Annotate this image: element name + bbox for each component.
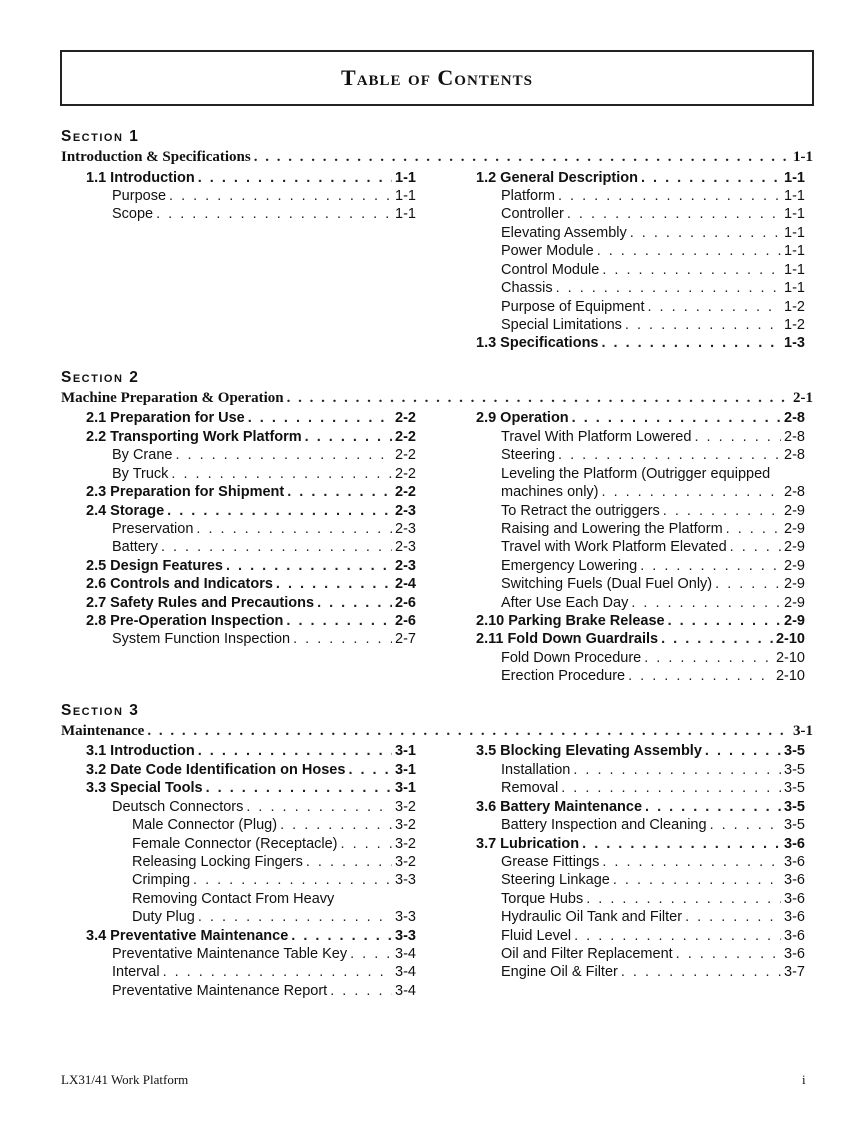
toc-label: Steering	[501, 447, 556, 463]
leader-dots	[602, 853, 781, 871]
leader-dots	[574, 927, 781, 945]
toc-label: Installation	[501, 762, 571, 778]
toc-entry[interactable]	[112, 982, 416, 1000]
toc-page: 2-2	[395, 447, 416, 463]
leader-dots	[169, 187, 392, 205]
leader-dots	[350, 945, 392, 963]
toc-page: 3-1	[395, 780, 416, 796]
footer-title: LX31/41 Work Platform	[61, 1072, 189, 1087]
leader-dots	[628, 667, 773, 685]
toc-page: 1-1	[395, 206, 416, 222]
toc-label: Female Connector (Receptacle)	[132, 836, 338, 852]
toc-entry[interactable]	[501, 761, 805, 779]
toc-entry[interactable]	[501, 908, 805, 926]
toc-entry[interactable]	[112, 538, 416, 556]
section-1-label: Section 1	[61, 128, 140, 145]
toc-label: Travel With Platform Lowered	[501, 429, 692, 445]
toc-page: 3-2	[395, 817, 416, 833]
toc-label: Battery Inspection and Cleaning	[501, 817, 707, 833]
toc-entry[interactable]	[501, 927, 805, 945]
leader-dots	[317, 594, 392, 612]
leader-dots	[586, 890, 781, 908]
toc-entry[interactable]	[476, 612, 805, 630]
toc-label: Hydraulic Oil Tank and Filter	[501, 909, 683, 925]
leader-dots	[730, 538, 781, 556]
toc-page: 1-1	[784, 225, 805, 241]
toc-label: Machine Preparation & Operation	[61, 390, 284, 406]
toc-label: Raising and Lowering the Platform	[501, 521, 723, 537]
section-2-line[interactable]	[61, 390, 813, 407]
leader-dots	[558, 187, 781, 205]
leader-dots	[645, 798, 781, 816]
toc-label: Preventative Maintenance Table Key	[112, 946, 348, 962]
toc-entry[interactable]	[501, 428, 805, 446]
toc-entry[interactable]	[112, 963, 416, 981]
toc-page: 3-6	[784, 854, 805, 870]
toc-page: 2-9	[784, 503, 805, 519]
toc-page: 2-9	[784, 521, 805, 537]
toc-entry[interactable]	[501, 890, 805, 908]
leader-dots	[602, 261, 781, 279]
toc-page: 2-8	[784, 447, 805, 463]
toc-entry[interactable]	[501, 483, 805, 501]
leader-dots	[715, 575, 781, 593]
toc-label: Steering Linkage	[501, 872, 610, 888]
leader-dots	[147, 723, 790, 740]
toc-entry[interactable]	[86, 612, 416, 630]
toc-page: 3-5	[784, 817, 805, 833]
toc-label: Battery	[112, 539, 158, 555]
leader-dots	[198, 169, 392, 187]
toc-entry[interactable]	[86, 428, 416, 446]
leader-dots	[341, 835, 393, 853]
toc-entry[interactable]	[501, 538, 805, 556]
toc-label: Deutsch Connectors	[112, 799, 244, 815]
leader-dots	[572, 409, 781, 427]
toc-label: 2.11 Fold Down Guardrails	[476, 631, 659, 647]
toc-label: Travel with Work Platform Elevated	[501, 539, 727, 555]
toc-entry[interactable]	[132, 816, 416, 834]
leader-dots	[171, 465, 392, 483]
toc-entry[interactable]	[501, 871, 805, 889]
toc-label: 2.7 Safety Rules and Precautions	[86, 595, 315, 611]
leader-dots	[293, 630, 392, 648]
toc-label: Switching Fuels (Dual Fuel Only)	[501, 576, 713, 592]
toc-entry[interactable]	[86, 779, 416, 797]
leader-dots	[248, 409, 392, 427]
toc-label: 1.2 General Description	[476, 170, 638, 186]
leader-dots	[167, 502, 392, 520]
leader-dots	[621, 963, 781, 981]
toc-entry[interactable]	[86, 169, 416, 187]
toc-label: 2.10 Parking Brake Release	[476, 613, 665, 629]
toc-page: 2-10	[775, 650, 805, 666]
toc-entry[interactable]	[476, 334, 805, 352]
toc-label: Preventative Maintenance Report	[112, 983, 328, 999]
leader-dots	[676, 945, 781, 963]
leader-dots	[710, 816, 781, 834]
toc-label: By Truck	[112, 466, 169, 482]
leader-dots	[206, 779, 392, 797]
toc-page: 1-1	[784, 243, 805, 259]
toc-entry[interactable]	[86, 557, 416, 575]
toc-page: 1-1	[395, 170, 416, 186]
toc-page: 2-7	[395, 631, 416, 647]
toc-page: 3-6	[784, 928, 805, 944]
toc-label: Emergency Lowering	[501, 558, 638, 574]
toc-page: 3-1	[395, 743, 416, 759]
toc-page: 3-2	[395, 836, 416, 852]
toc-label: Removal	[501, 780, 559, 796]
toc-page: 2-3	[395, 539, 416, 555]
leader-dots	[198, 908, 392, 926]
toc-page: 1-1	[395, 188, 416, 204]
toc-label: 2.8 Pre-Operation Inspection	[86, 613, 284, 629]
toc-page: 1-2	[784, 299, 805, 315]
toc-entry[interactable]	[501, 242, 805, 260]
toc-label: 2.3 Preparation for Shipment	[86, 484, 285, 500]
toc-label: 2.4 Storage	[86, 503, 165, 519]
leader-dots	[276, 575, 392, 593]
section-3-line[interactable]	[61, 723, 813, 740]
toc-page: 1-1	[784, 280, 805, 296]
toc-entry[interactable]	[501, 649, 805, 667]
leader-dots	[631, 594, 781, 612]
toc-page: 3-4	[395, 983, 416, 999]
toc-entry-text[interactable]: Leveling the Platform (Outrigger equipped	[501, 466, 771, 482]
leader-dots	[726, 520, 781, 538]
toc-label: Oil and Filter Replacement	[501, 946, 673, 962]
toc-page: 2-8	[784, 484, 805, 500]
toc-label: 2.9 Operation	[476, 410, 569, 426]
leader-dots	[226, 557, 392, 575]
toc-entry[interactable]	[501, 667, 805, 685]
toc-page: 3-1	[793, 723, 813, 739]
leader-dots	[567, 205, 781, 223]
toc-label: Controller	[501, 206, 564, 222]
toc-label: Introduction & Specifications	[61, 149, 251, 165]
section-3-label: Section 3	[61, 702, 140, 719]
toc-entry[interactable]	[132, 835, 416, 853]
toc-label: Torque Hubs	[501, 891, 584, 907]
toc-page: 1-1	[784, 170, 805, 186]
toc-page: 3-3	[395, 872, 416, 888]
section-2-label: Section 2	[61, 369, 140, 386]
toc-entry[interactable]	[112, 446, 416, 464]
toc-page: 3-6	[784, 946, 805, 962]
leader-dots	[175, 446, 392, 464]
toc-page: 2-6	[395, 595, 416, 611]
toc-page: 2-2	[395, 410, 416, 426]
toc-entry[interactable]	[501, 779, 805, 797]
toc-label: Engine Oil & Filter	[501, 964, 618, 980]
toc-page: 2-10	[775, 631, 805, 647]
leader-dots	[630, 224, 781, 242]
leader-dots	[661, 630, 773, 648]
toc-label: Fold Down Procedure	[501, 650, 642, 666]
toc-page: 2-2	[395, 429, 416, 445]
toc-entry-text[interactable]: Removing Contact From Heavy	[132, 891, 335, 907]
toc-label: Crimping	[132, 872, 191, 888]
toc-entry[interactable]	[476, 630, 805, 648]
toc-page: 2-3	[395, 503, 416, 519]
toc-entry[interactable]	[501, 316, 805, 334]
toc-entry[interactable]	[501, 575, 805, 593]
toc-entry[interactable]	[86, 761, 416, 779]
leader-dots	[573, 761, 781, 779]
toc-entry[interactable]	[476, 798, 805, 816]
toc-page: 1-3	[784, 335, 805, 351]
toc-entry[interactable]	[86, 409, 416, 427]
toc-entry[interactable]	[501, 261, 805, 279]
toc-label: Erection Procedure	[501, 668, 626, 684]
toc-page: 3-5	[784, 799, 805, 815]
toc-page: 3-5	[784, 743, 805, 759]
toc-entry[interactable]	[501, 502, 805, 520]
leader-dots	[640, 557, 781, 575]
toc-label: Chassis	[501, 280, 553, 296]
toc-entry[interactable]	[86, 594, 416, 612]
toc-label: 3.7 Lubrication	[476, 836, 580, 852]
leader-dots	[348, 761, 392, 779]
toc-label: 3.4 Preventative Maintenance	[86, 928, 289, 944]
toc-entry[interactable]	[86, 575, 416, 593]
toc-label: Fluid Level	[501, 928, 572, 944]
toc-entry[interactable]	[501, 557, 805, 575]
toc-page: 2-2	[395, 484, 416, 500]
leader-dots	[625, 316, 781, 334]
leader-dots	[287, 390, 790, 407]
leader-dots	[561, 779, 781, 797]
toc-page: 3-2	[395, 799, 416, 815]
toc-page: 1-1	[784, 188, 805, 204]
leader-dots	[582, 835, 781, 853]
toc-label: Power Module	[501, 243, 594, 259]
toc-page: 2-3	[395, 558, 416, 574]
toc-page: 2-1	[793, 390, 813, 406]
toc-label: 3.3 Special Tools	[86, 780, 203, 796]
toc-page: 2-9	[784, 576, 805, 592]
section-1-line[interactable]	[61, 149, 813, 166]
toc-page: 3-4	[395, 964, 416, 980]
toc-page: 2-6	[395, 613, 416, 629]
toc-label: 3.2 Date Code Identification on Hoses	[86, 762, 346, 778]
leader-dots	[602, 334, 782, 352]
toc-entry[interactable]	[132, 871, 416, 889]
leader-dots	[286, 612, 392, 630]
toc-page: 1-1	[784, 206, 805, 222]
toc-entry[interactable]	[501, 279, 805, 297]
toc-entry[interactable]	[501, 816, 805, 834]
leader-dots	[597, 242, 781, 260]
toc-label: To Retract the outriggers	[501, 503, 660, 519]
toc-page: 2-9	[784, 558, 805, 574]
toc-page: 3-3	[395, 909, 416, 925]
toc-entry[interactable]	[112, 798, 416, 816]
toc-label: 2.2 Transporting Work Platform	[86, 429, 302, 445]
toc-entry[interactable]	[476, 169, 805, 187]
leader-dots	[306, 853, 392, 871]
leader-dots	[330, 982, 392, 1000]
leader-dots	[558, 446, 781, 464]
toc-label: Special Limitations	[501, 317, 622, 333]
toc-label: Duty Plug	[132, 909, 195, 925]
toc-label: 1.3 Specifications	[476, 335, 599, 351]
toc-page: 2-10	[775, 668, 805, 684]
toc-label: System Function Inspection	[112, 631, 291, 647]
toc-entry[interactable]	[501, 520, 805, 538]
toc-page: 3-1	[395, 762, 416, 778]
toc-page: 3-5	[784, 780, 805, 796]
toc-page: 1-2	[784, 317, 805, 333]
footer-page-number: i	[802, 1072, 806, 1087]
leader-dots	[647, 298, 781, 316]
toc-label: Male Connector (Plug)	[132, 817, 278, 833]
toc-entry[interactable]	[112, 205, 416, 223]
leader-dots	[163, 963, 392, 981]
toc-page: 1-1	[784, 262, 805, 278]
leader-dots	[694, 428, 781, 446]
toc-entry[interactable]	[112, 465, 416, 483]
title-box	[60, 50, 814, 106]
toc-page: 1-1	[793, 149, 813, 165]
toc-entry[interactable]	[86, 483, 416, 501]
toc-entry[interactable]	[501, 446, 805, 464]
leader-dots	[193, 871, 392, 889]
toc-page: 3-6	[784, 872, 805, 888]
leader-dots	[641, 169, 781, 187]
leader-dots	[161, 538, 392, 556]
toc-label: Grease Fittings	[501, 854, 600, 870]
toc-entry[interactable]	[501, 205, 805, 223]
toc-page: 3-3	[395, 928, 416, 944]
toc-page: 3-5	[784, 762, 805, 778]
toc-entry[interactable]	[86, 927, 416, 945]
toc-page: 2-8	[784, 410, 805, 426]
toc-label: 2.1 Preparation for Use	[86, 410, 245, 426]
toc-entry[interactable]	[501, 853, 805, 871]
toc-page: 3-6	[784, 836, 805, 852]
toc-label: 3.6 Battery Maintenance	[476, 799, 643, 815]
toc-entry[interactable]	[501, 945, 805, 963]
toc-page: 3-2	[395, 854, 416, 870]
toc-entry[interactable]	[112, 630, 416, 648]
toc-entry[interactable]	[86, 742, 416, 760]
toc-label: 2.5 Design Features	[86, 558, 223, 574]
toc-page: 3-7	[784, 964, 805, 980]
toc-page: 2-8	[784, 429, 805, 445]
leader-dots	[198, 742, 392, 760]
toc-entry[interactable]	[112, 945, 416, 963]
leader-dots	[156, 205, 392, 223]
leader-dots	[246, 798, 392, 816]
leader-dots	[287, 483, 392, 501]
toc-page: 2-9	[784, 595, 805, 611]
toc-label: Scope	[112, 206, 154, 222]
toc-entry[interactable]	[501, 224, 805, 242]
toc-entry[interactable]	[501, 594, 805, 612]
leader-dots	[196, 520, 392, 538]
toc-label: By Crane	[112, 447, 173, 463]
toc-label: Purpose of Equipment	[501, 299, 645, 315]
leader-dots	[291, 927, 392, 945]
toc-label: Control Module	[501, 262, 600, 278]
toc-page: 3-4	[395, 946, 416, 962]
toc-label: 3.5 Blocking Elevating Assembly	[476, 743, 702, 759]
toc-entry[interactable]	[476, 742, 805, 760]
toc-entry[interactable]	[501, 298, 805, 316]
toc-entry[interactable]	[476, 835, 805, 853]
page-title: Table of Contents	[341, 65, 533, 90]
toc-entry[interactable]	[86, 502, 416, 520]
toc-label: 1.1 Introduction	[86, 170, 195, 186]
leader-dots	[556, 279, 781, 297]
toc-entry[interactable]	[476, 409, 805, 427]
toc-page: 2-2	[395, 466, 416, 482]
leader-dots	[602, 483, 782, 501]
toc-label: After Use Each Day	[501, 595, 629, 611]
toc-page: 2-9	[784, 539, 805, 555]
leader-dots	[644, 649, 773, 667]
toc-entry[interactable]	[132, 853, 416, 871]
toc-entry[interactable]	[112, 520, 416, 538]
toc-entry[interactable]	[132, 908, 416, 926]
toc-page: 2-9	[784, 613, 805, 629]
toc-label: Elevating Assembly	[501, 225, 627, 241]
leader-dots	[663, 502, 781, 520]
toc-entry[interactable]	[112, 187, 416, 205]
toc-label: Purpose	[112, 188, 167, 204]
toc-page: 2-3	[395, 521, 416, 537]
toc-entry[interactable]	[501, 187, 805, 205]
toc-label: Preservation	[112, 521, 194, 537]
leader-dots	[705, 742, 781, 760]
leader-dots	[280, 816, 392, 834]
leader-dots	[613, 871, 781, 889]
leader-dots	[685, 908, 781, 926]
leader-dots	[305, 428, 392, 446]
toc-page: 3-6	[784, 891, 805, 907]
toc-label: machines only)	[501, 484, 599, 500]
toc-label: 3.1 Introduction	[86, 743, 195, 759]
leader-dots	[254, 149, 790, 166]
toc-label: Platform	[501, 188, 555, 204]
toc-page: 2-4	[395, 576, 416, 592]
toc-label: 2.6 Controls and Indicators	[86, 576, 273, 592]
toc-entry[interactable]	[501, 963, 805, 981]
toc-page: 3-6	[784, 909, 805, 925]
toc-label: Releasing Locking Fingers	[132, 854, 303, 870]
toc-label: Interval	[112, 964, 160, 980]
toc-label: Maintenance	[61, 723, 145, 739]
leader-dots	[668, 612, 781, 630]
